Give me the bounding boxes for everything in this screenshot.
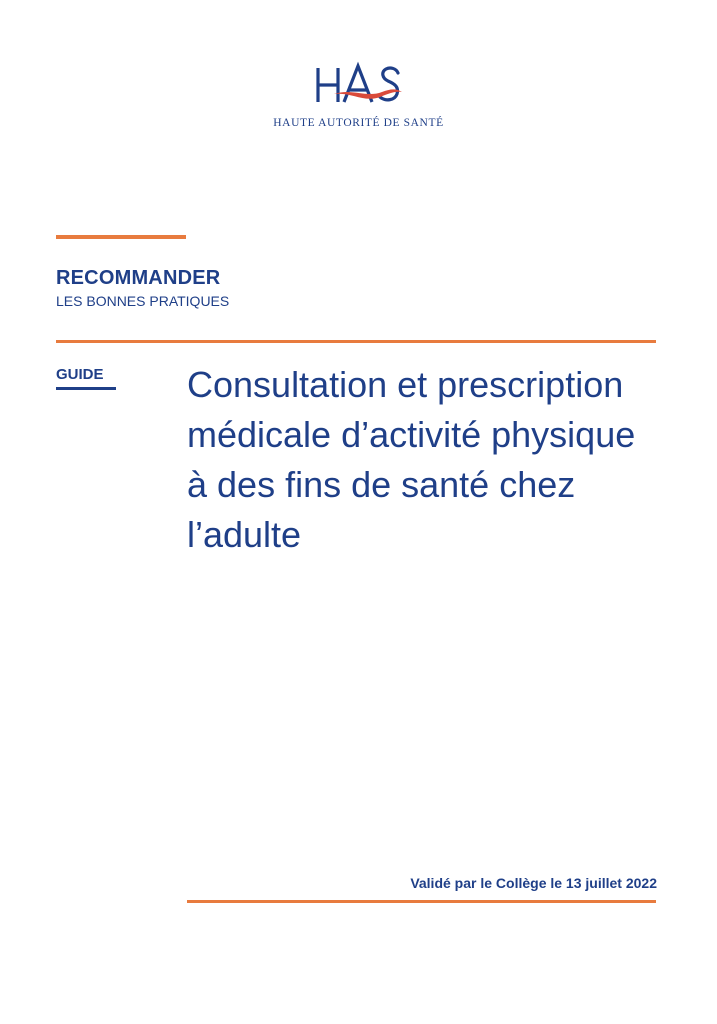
document-type-underline [56, 387, 116, 390]
has-logo [0, 58, 717, 129]
logo-subtitle: HAUTE AUTORITÉ DE SANTÉ [273, 117, 444, 129]
document-type: GUIDE [56, 366, 104, 383]
section-subtitle: LES BONNES PRATIQUES [56, 293, 230, 309]
accent-rule-top [56, 235, 186, 239]
document-title: Consultation et prescription médicale d’activité physique à des fins de santé chez l’adulte [187, 364, 636, 555]
section-title: RECOMMANDER [56, 267, 221, 289]
accent-rule-bottom [187, 900, 656, 903]
validation-date: Validé par le Collège le 13 juillet 2022 [410, 875, 657, 891]
has-logo-mark [304, 58, 414, 108]
has-logo-icon [304, 58, 414, 108]
accent-rule-middle [56, 340, 656, 343]
